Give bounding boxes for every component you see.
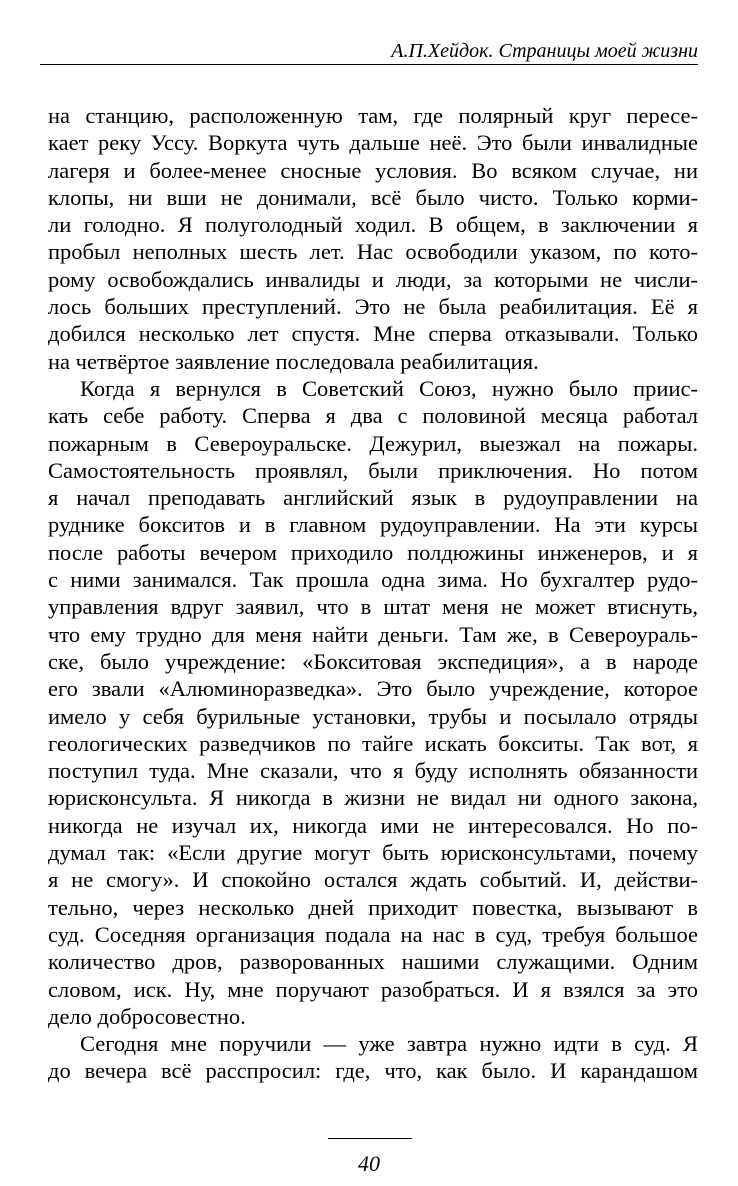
- footer-rule: [328, 1138, 412, 1139]
- paragraph: [48, 102, 698, 375]
- text-line: с ними занимался. Так прошла одна зима. Но бухгалтер рудо-: [48, 567, 698, 593]
- text-line: рому освобождались инвалиды и люди, за которыми не числи-: [48, 266, 698, 292]
- text-line: поступил туда. Мне сказали, что я буду исполнять обязанности: [48, 758, 698, 784]
- text-line: словом, иск. Ну, мне поручают разобраться. И я взялся за это: [48, 976, 698, 1002]
- text-line: имело у себя бурильные установки, трубы и посылало отряды: [48, 703, 698, 729]
- text-line: на станцию, расположенную там, где полярный круг пересе-: [48, 103, 698, 128]
- text-line: пробыл неполных шесть лет. Нас освободили указом, по кото-: [48, 239, 698, 265]
- text-line: юрисконсульта. Я никогда в жизни не видал ни одного закона,: [48, 785, 698, 811]
- text-line: кать себе работу. Сперва я два с половиной месяца работал: [48, 403, 698, 429]
- text-line: пожарным в Североуральске. Дежурил, выезжал на пожары.: [48, 430, 698, 456]
- paragraph: [48, 375, 698, 1030]
- text-line: до вечера всё расспросил: где, что, как было. И карандашом: [48, 1058, 698, 1084]
- text-line: количество дров, разворованных нашими служащими. Одним: [48, 949, 698, 975]
- text-line: дело добросовестно.: [48, 1003, 246, 1029]
- running-title: А.П.Хейдок. Страницы моей жизни: [391, 40, 698, 62]
- text-line: думал так: «Если другие могут быть юрисконсультами, почему: [48, 840, 698, 866]
- text-line: ли голодно. Я полуголодный ходил. В общем, в заключении я: [48, 212, 698, 238]
- text-line: кает реку Уссу. Воркута чуть дальше неё. Это были инвалидные: [48, 130, 698, 156]
- text-line: ске, было учреждение: «Бокситовая экспедиция», а в народе: [48, 648, 698, 674]
- text-line: я начал преподавать английский язык в рудоуправлении на: [48, 485, 698, 511]
- text-line: Сегодня мне поручили — уже завтра нужно идти в суд. Я: [80, 1031, 698, 1057]
- text-line: что ему трудно для меня найти деньги. Там же, в Североураль-: [48, 621, 698, 647]
- header-rule: [40, 64, 698, 65]
- paragraph: [48, 1030, 698, 1085]
- page-footer: [0, 1138, 738, 1178]
- text-line: его звали «Алюминоразведка». Это было учреждение, которое: [48, 676, 698, 702]
- text-line: геологических разведчиков по тайге искать бокситы. Так вот, я: [48, 730, 698, 756]
- text-line: после работы вечером приходило полдюжины инженеров, и я: [48, 539, 698, 565]
- text-line: добился несколько лет спустя. Мне сперва отказывали. Только: [48, 321, 698, 347]
- page-number: 40: [358, 1151, 380, 1176]
- text-line: никогда не изучал их, никогда ими не интересовался. Но по-: [48, 812, 698, 838]
- text-line: управления вдруг заявил, что в штат меня не может втиснуть,: [48, 594, 698, 620]
- running-header: [40, 40, 698, 68]
- body-text: [48, 102, 698, 1085]
- text-line: на четвёртое заявление последовала реабилитация.: [48, 348, 539, 374]
- text-line: я не смогу». И спокойно остался ждать событий. И, действи-: [48, 867, 698, 893]
- text-line: лагеря и более-менее сносные условия. Во всяком случае, ни: [48, 157, 698, 183]
- text-line: Самостоятельность проявлял, были приключения. Но потом: [48, 457, 698, 483]
- text-line: Когда я вернулся в Советский Союз, нужно было приис-: [80, 375, 698, 401]
- text-line: клопы, ни вши не донимали, всё было чисто. Только корми-: [48, 184, 698, 210]
- text-line: тельно, через несколько дней приходит повестка, вызывают в: [48, 894, 698, 920]
- text-line: руднике бокситов и в главном рудоуправлении. На эти курсы: [48, 512, 698, 538]
- text-line: суд. Соседняя организация подала на нас в суд, требуя большое: [48, 921, 698, 947]
- text-line: лось больших преступлений. Это не была реабилитация. Её я: [48, 294, 698, 320]
